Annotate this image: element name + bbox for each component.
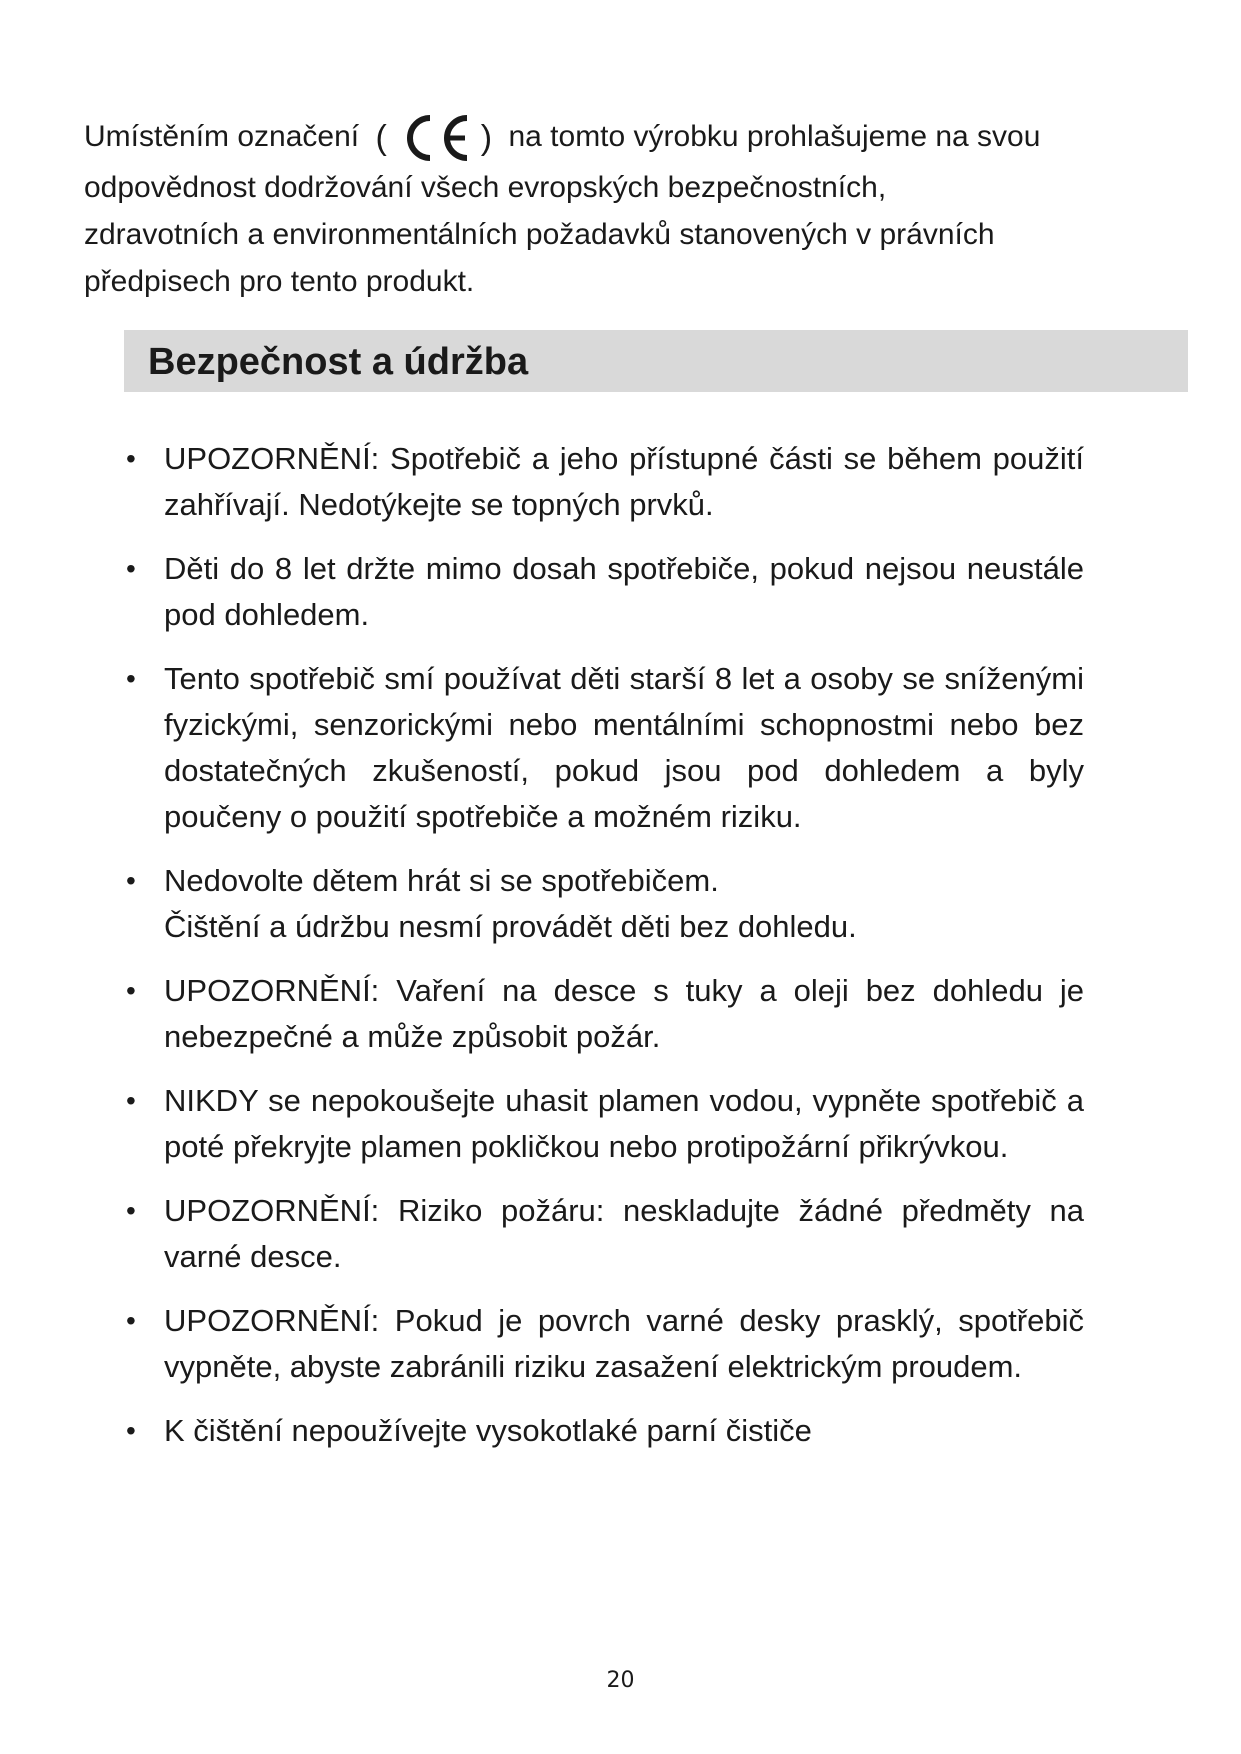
intro-text-before-mark: Umístěním označení [84, 119, 360, 153]
bullet-icon: • [126, 443, 136, 474]
intro-paragraph [84, 112, 1194, 305]
bullet-icon: • [126, 865, 136, 896]
list-item [124, 1188, 1084, 1280]
intro-line-2: odpovědnost dodržování všech evropských bezpečnostních, [84, 171, 887, 204]
list-item-text: Nedovolte dětem hrát si se spotřebičem. [164, 863, 719, 898]
list-item-text: K čištění nepoužívejte vysokotlaké parní čističe [164, 1413, 812, 1448]
section-header [124, 330, 1188, 392]
intro-text-after-mark: na tomto výrobku prohlašujeme na svou [508, 119, 1041, 153]
list-item-text-continued: Čištění a údržbu nesmí provádět děti bez dohledu. [164, 909, 857, 944]
bullet-icon: • [126, 1085, 136, 1116]
list-item [124, 436, 1084, 528]
safety-list [124, 436, 1084, 1472]
ce-mark-icon [397, 112, 471, 164]
bullet-icon: • [126, 1195, 136, 1226]
bullet-icon: • [126, 663, 136, 694]
bullet-icon: • [126, 1415, 136, 1446]
ce-mark [375, 112, 492, 164]
list-item-text: Děti do 8 let držte mimo dosah spotřebiče, pokud nejsou neustále pod dohledem. [164, 551, 1084, 632]
list-item [124, 1078, 1084, 1170]
intro-line-1 [84, 112, 1194, 164]
bullet-icon: • [126, 1305, 136, 1336]
list-item [124, 546, 1084, 638]
list-item [124, 1408, 1084, 1454]
list-item [124, 968, 1084, 1060]
paren-close: ) [480, 118, 493, 157]
list-item-text: NIKDY se nepokoušejte uhasit plamen vodou, vypněte spotřebič a poté překryjte plamen pokličkou nebo protipožární přikrývkou. [164, 1083, 1084, 1164]
bullet-icon: • [126, 975, 136, 1006]
page-number: 20 [606, 1668, 635, 1693]
paren-open: ( [375, 118, 387, 157]
list-item-text: UPOZORNĚNÍ: Pokud je povrch varné desky prasklý, spotřebič vypněte, abyste zabránili riziku zasažení elektrickým proudem. [164, 1303, 1084, 1384]
list-item-text: UPOZORNĚNÍ: Riziko požáru: neskladujte žádné předměty na varné desce. [164, 1193, 1084, 1274]
intro-line-4: předpisech pro tento produkt. [84, 265, 475, 298]
list-item [124, 656, 1084, 840]
bullet-icon: • [126, 553, 136, 584]
list-item-text: UPOZORNĚNÍ: Vaření na desce s tuky a oleji bez dohledu je nebezpečné a může způsobit požár. [164, 973, 1084, 1054]
list-item-text: Tento spotřebič smí používat děti starší 8 let a osoby se sníženými fyzickými, senzorickými nebo mentálními schopnostmi nebo bez dostatečných zkušeností, pokud jsou pod dohledem a byly poučeny o použití spotřebiče a možném riziku. [164, 661, 1084, 834]
intro-line-3: zdravotních a environmentálních požadavků stanovených v právních [84, 218, 995, 251]
list-item [124, 1298, 1084, 1390]
list-item [124, 858, 1084, 950]
section-title: Bezpečnost a údržba [148, 341, 529, 383]
list-item-text: UPOZORNĚNÍ: Spotřebič a jeho přístupné části se během použití zahřívají. Nedotýkejte se topných prvků. [164, 441, 1084, 522]
